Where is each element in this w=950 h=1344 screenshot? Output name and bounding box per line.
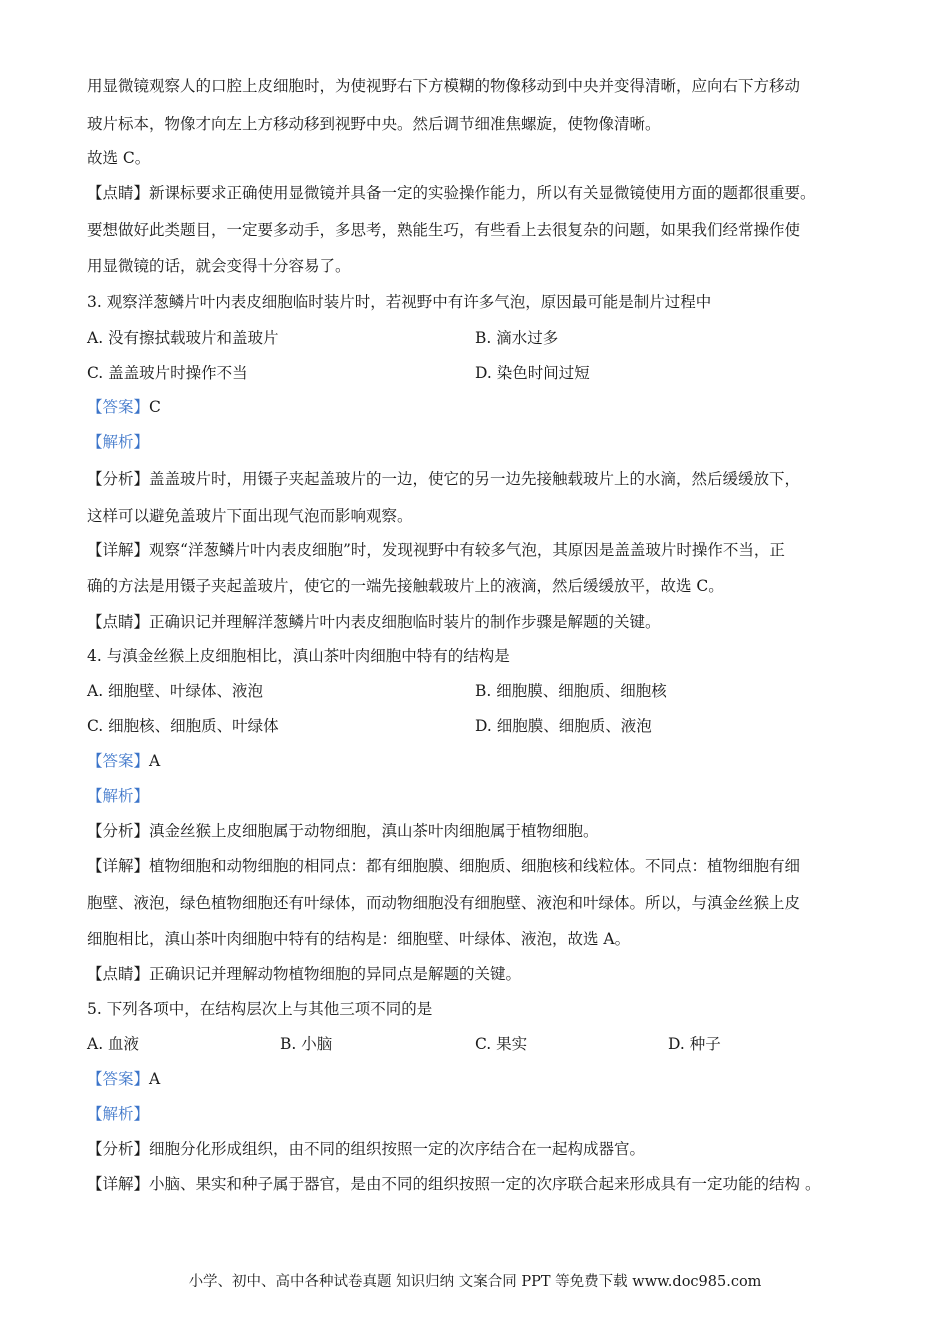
q4-xiangjie-line	[87, 856, 880, 876]
q4-option-d: D. 细胞膜、细胞质、液泡	[475, 717, 652, 735]
question-4-stem: 4. 与滇金丝猴上皮细胞相比，滇山茶叶肉细胞中特有的结构是	[87, 647, 510, 665]
q5-answer	[87, 1069, 880, 1089]
dianjing-tag: 【点睛】	[87, 613, 150, 631]
paragraph-line: 玻片标本，物像才向左上方移动移到视野中央。然后调节细准焦螺旋，使物像清晰。	[87, 115, 661, 133]
q5-option-d: D. 种子	[668, 1035, 721, 1053]
jiexi-tag: 【解析】	[87, 433, 150, 451]
paragraph-line: 故选 C。	[87, 149, 151, 167]
answer-tag: 【答案】	[87, 752, 150, 770]
fenxi-tag: 【分析】	[87, 822, 150, 840]
q3-jiexi	[87, 432, 880, 452]
q4-dianjing-line	[87, 964, 880, 984]
q4-xiangjie-line: 胞壁、液泡，绿色植物细胞还有叶绿体，而动物细胞没有细胞壁、液泡和叶绿体。所以，与滇金丝猴上皮	[87, 894, 801, 912]
paragraph-line: 用显微镜观察人的口腔上皮细胞时，为使视野右下方模糊的物像移动到中央并变得清晰，应向右下方移动	[87, 77, 801, 95]
xiangjie-text: 观察“洋葱鳞片叶内表皮细胞”时，发现视野中有较多气泡，其原因是盖盖玻片时操作不当，正	[149, 541, 785, 559]
q3-answer	[87, 397, 880, 417]
q4-xiangjie-line: 细胞相比，滇山茶叶肉细胞中特有的结构是：细胞壁、叶绿体、液泡，故选 A。	[87, 930, 631, 948]
q3-fenxi-line	[87, 469, 880, 489]
answer-value: A	[149, 1070, 161, 1088]
q3-option-d: D. 染色时间过短	[475, 364, 590, 382]
dianjing-tag: 【点睛】	[87, 965, 150, 983]
q3-dianjing-line	[87, 612, 880, 632]
xiangjie-tag: 【详解】	[87, 541, 150, 559]
q5-xiangjie-line	[87, 1174, 880, 1194]
q3-xiangjie-line: 确的方法是用镊子夹起盖玻片，使它的一端先接触载玻片上的液滴，然后缓缓放平，故选 C。	[87, 577, 724, 595]
dianjing-tag: 【点睛】	[87, 184, 150, 202]
q3-option-a: A. 没有擦拭载玻片和盖玻片	[87, 329, 279, 347]
question-5-stem: 5. 下列各项中，在结构层次上与其他三项不同的是	[87, 1000, 433, 1018]
dianjing-text: 新课标要求正确使用显微镜并具备一定的实验操作能力，所以有关显微镜使用方面的题都很重要。	[149, 184, 816, 202]
q4-jiexi	[87, 786, 880, 806]
xiangjie-tag: 【详解】	[87, 857, 150, 875]
answer-value: C	[149, 398, 161, 416]
q3-option-b: B. 滴水过多	[475, 329, 559, 347]
q4-answer	[87, 751, 880, 771]
xiangjie-text: 小脑、果实和种子属于器官，是由不同的组织按照一定的次序联合起来形成具有一定功能的结构 。	[149, 1175, 821, 1193]
paragraph-line: 要想做好此类题目，一定要多动手，多思考，熟能生巧，有些看上去很复杂的问题，如果我们经常操作使	[87, 221, 801, 239]
q4-option-c: C. 细胞核、细胞质、叶绿体	[87, 717, 279, 735]
q4-option-b: B. 细胞膜、细胞质、细胞核	[475, 682, 667, 700]
dianjing-text: 正确识记并理解动物植物细胞的异同点是解题的关键。	[149, 965, 522, 983]
jiexi-tag: 【解析】	[87, 787, 150, 805]
q5-fenxi-line	[87, 1139, 880, 1159]
page-footer: 小学、初中、高中各种试卷真题 知识归纳 文案合同 PPT 等免费下载 www.doc985.com	[188, 1274, 762, 1290]
q5-option-c: C. 果实	[475, 1035, 528, 1053]
paragraph-line: 用显微镜的话，就会变得十分容易了。	[87, 257, 351, 275]
answer-value: A	[149, 752, 161, 770]
xiangjie-text: 植物细胞和动物细胞的相同点：都有细胞膜、细胞质、细胞核和线粒体。不同点：植物细胞有细	[149, 857, 801, 875]
q3-option-c: C. 盖盖玻片时操作不当	[87, 364, 248, 382]
question-3-stem: 3. 观察洋葱鳞片叶内表皮细胞临时装片时，若视野中有许多气泡，原因最可能是制片过程中	[87, 293, 712, 311]
dianjing-line	[87, 183, 880, 203]
q3-fenxi-line: 这样可以避免盖玻片下面出现气泡而影响观察。	[87, 507, 413, 525]
q5-option-b: B. 小脑	[280, 1035, 333, 1053]
q4-fenxi-line	[87, 821, 880, 841]
fenxi-tag: 【分析】	[87, 470, 150, 488]
q3-xiangjie-line	[87, 540, 880, 560]
xiangjie-tag: 【详解】	[87, 1175, 150, 1193]
dianjing-text: 正确识记并理解洋葱鳞片叶内表皮细胞临时装片的制作步骤是解题的关键。	[149, 613, 661, 631]
jiexi-tag: 【解析】	[87, 1105, 150, 1123]
answer-tag: 【答案】	[87, 398, 150, 416]
fenxi-text: 盖盖玻片时，用镊子夹起盖玻片的一边，使它的另一边先接触载玻片上的水滴，然后缓缓放下，	[149, 470, 801, 488]
q4-option-a: A. 细胞壁、叶绿体、液泡	[87, 682, 264, 700]
fenxi-text: 滇金丝猴上皮细胞属于动物细胞，滇山茶叶肉细胞属于植物细胞。	[149, 822, 599, 840]
q5-jiexi	[87, 1104, 880, 1124]
fenxi-tag: 【分析】	[87, 1140, 150, 1158]
fenxi-text: 细胞分化形成组织，由不同的组织按照一定的次序结合在一起构成器官。	[149, 1140, 646, 1158]
answer-tag: 【答案】	[87, 1070, 150, 1088]
q5-option-a: A. 血液	[87, 1035, 140, 1053]
